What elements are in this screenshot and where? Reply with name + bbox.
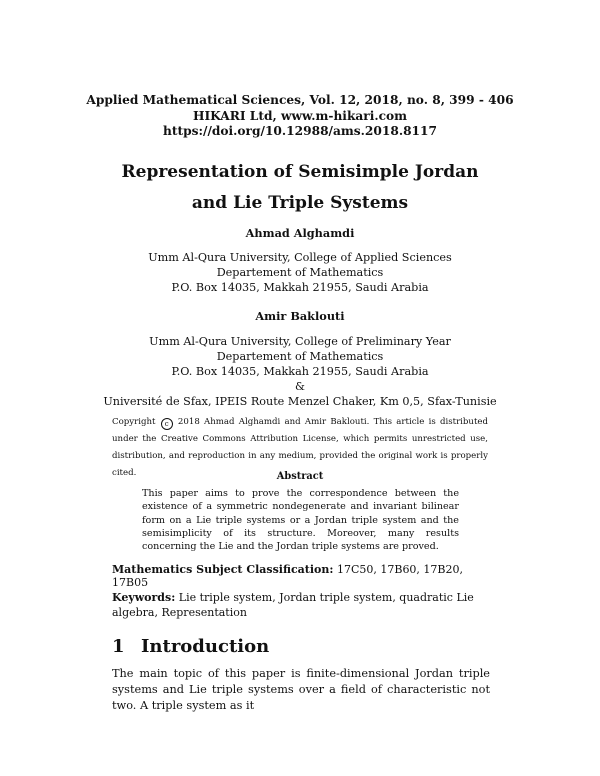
affiliation-line: Departement of Mathematics — [216, 266, 384, 280]
author-name-2: Amir Baklouti — [255, 309, 345, 323]
affiliation-line: P.O. Box 14035, Makkah 21955, Saudi Arabia — [171, 281, 429, 295]
affiliation-line: Umm Al-Qura University, College of Applied Sciences — [148, 251, 452, 264]
author-affiliation-2 — [0, 334, 600, 409]
abstract-body: This paper aims to prove the correspondence between the existence of a symmetric nondegenerate and invariant bilinear form on a Lie triple systems or a Jordan triple system and the semisimplicity of its structure. Moreover, many results concerning the Lie and the Jordan triple systems are proved. — [142, 488, 459, 553]
copyright-icon: c — [161, 418, 173, 430]
title-line-1: Representation of Semisimple Jordan — [121, 162, 479, 182]
affiliation-line: Umm Al-Qura University, College of Preliminary Year — [149, 335, 451, 348]
copyright-prefix: Copyright — [112, 417, 156, 427]
author-name-1: Ahmad Alghamdi — [245, 226, 355, 240]
author-affiliation-1 — [0, 250, 600, 295]
copyright-text: 2018 Ahmad Alghamdi and Amir Baklouti. This article is distributed under the Creative Commons Attribution License, which permits unrestricted use, distribution, and reproduction in any medium, provided the original work is properly cited. — [112, 417, 488, 478]
affiliation-line: P.O. Box 14035, Makkah 21955, Saudi Arabia — [171, 365, 429, 379]
paper-title — [0, 157, 600, 219]
section-number: 1 — [112, 636, 125, 657]
section-title: Introduction — [141, 636, 270, 657]
title-line-2: and Lie Triple Systems — [191, 193, 409, 213]
msc-line — [112, 563, 492, 589]
doi-link[interactable]: https://doi.org/10.12988/ams.2018.8117 — [163, 124, 437, 138]
introduction-paragraph: The main topic of this paper is finite-dimensional Jordan triple systems and Lie triple systems over a field of characteristic not two. A triple system as it — [112, 667, 490, 712]
section-heading — [112, 636, 269, 657]
affiliation-line: Université de Sfax, IPEIS Route Menzel Chaker, Km 0,5, Sfax-Tunisie — [103, 395, 497, 409]
keywords-line — [112, 590, 490, 620]
keywords-value: Lie triple system, Jordan triple system, quadratic Lie algebra, Representation — [112, 591, 474, 619]
publisher-line: HIKARI Ltd, www.m-hikari.com — [192, 108, 408, 123]
journal-line: Applied Mathematical Sciences, Vol. 12, 2018, no. 8, 399 - 406 — [86, 93, 514, 107]
msc-label: Mathematics Subject Classification: — [112, 563, 334, 576]
abstract-heading: Abstract — [276, 471, 324, 482]
affiliation-line: & — [295, 380, 305, 394]
keywords-label: Keywords: — [112, 591, 176, 604]
affiliation-line: Departement of Mathematics — [216, 350, 384, 364]
msc-value: 17C50, 17B60, 17B20, 17B05 — [112, 563, 464, 589]
journal-header — [0, 93, 600, 140]
